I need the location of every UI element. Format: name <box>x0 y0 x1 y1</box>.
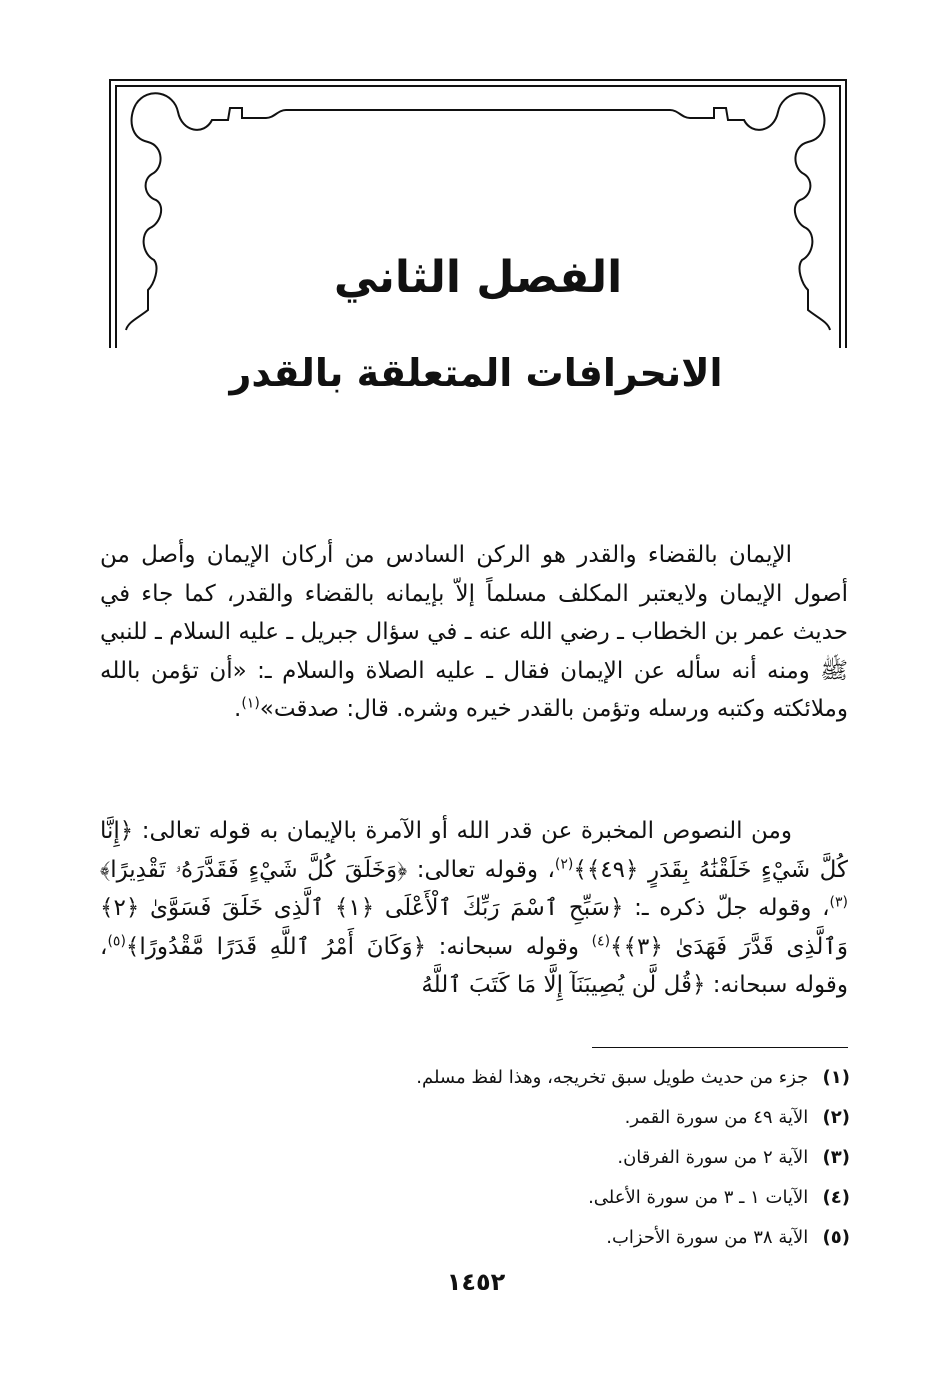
footnote-text: جزء من حديث طويل سبق تخريجه، وهذا لفظ مسلم. <box>416 1067 809 1088</box>
decorative-frame <box>108 78 848 350</box>
footnote-text: الآية ٣٨ من سورة الأحزاب. <box>606 1227 809 1248</box>
footnote-ref: (١) <box>241 695 260 712</box>
footnote-1 <box>100 1060 850 1100</box>
paragraph-text: ، وقوله سبحانه: ﴿قُل لَّن يُصِيبَنَآ إِلَّا مَا كَتَبَ ٱللَّهُ <box>100 933 848 999</box>
footnote-number: (٥) <box>822 1227 850 1248</box>
paragraph-text: الإيمان بالقضاء والقدر هو الركن السادس من أركان الإيمان وأصل من أصول الإيمان ولايعتبر المكلف مسلماً إلاّ بإيمانه بالقضاء والقدر، كما جاء في حديث عمر بن الخطاب ـ رضي الله عنه ـ في سؤال جبريل ـ عليه السلام ـ للنبي ﷺ ومنه أنه سأله عن الإيمان فقال ـ عليه الصلاة والسلام ـ: «أن تؤمن بالله وملائكته وكتبه ورسله وتؤمن بالقدر خيره وشره. قال: صدقت» <box>100 542 848 723</box>
ornament-border-icon <box>108 78 848 350</box>
footnote-ref: (٣) <box>829 894 849 911</box>
page-number: ١٤٥٢ <box>446 1268 506 1296</box>
paragraph-text: ، وقوله جلّ ذكره ـ: ﴿سَبِّحِ ٱسْمَ رَبِّكَ ٱلْأَعْلَى ﴿١﴾ ٱلَّذِى خَلَقَ فَسَوَّىٰ ﴿٢﴾ وَٱلَّذِى قَدَّرَ فَهَدَىٰ ﴿٣﴾﴾ <box>100 895 849 960</box>
footnote-4 <box>100 1180 850 1220</box>
paragraph-text: وقوله سبحانه: ﴿وَكَانَ أَمْرُ ٱللَّهِ قَدَرًا مَّقْدُورًا﴾ <box>125 933 592 960</box>
footnote-text: الآية ٤٩ من سورة القمر. <box>624 1107 809 1128</box>
body-paragraph-1 <box>100 536 848 729</box>
body-paragraph-2 <box>100 812 848 1005</box>
footnote-number: (٣) <box>822 1147 850 1168</box>
footnote-text: الآيات ١ ـ ٣ من سورة الأعلى. <box>588 1187 809 1208</box>
footnote-2 <box>100 1100 850 1140</box>
section-title: الانحرافات المتعلقة بالقدر <box>229 351 723 395</box>
footnote-5 <box>100 1220 850 1260</box>
footnote-ref: (٥) <box>107 933 126 950</box>
paragraph-text: . <box>234 696 242 723</box>
footnote-number: (١) <box>822 1067 850 1088</box>
paragraph-text: ومن النصوص المخبرة عن قدر الله أو الآمرة بالإيمان به قوله تعالى: ﴿إِنَّا كُلَّ شَيْءٍ خَلَقْنَٰهُ بِقَدَرٍ ﴿٤٩﴾﴾ <box>100 818 848 883</box>
footnote-3 <box>100 1140 850 1180</box>
footnote-number: (٢) <box>822 1107 850 1128</box>
paragraph-text: ، وقوله تعالى: ﴿وَخَلَقَ كُلَّ شَيْءٍ فَقَدَّرَهُۥ تَقْدِيرًا﴾ <box>100 856 555 883</box>
footnote-ref: (٤) <box>591 933 611 950</box>
footnote-ref: (٢) <box>554 855 574 872</box>
footnote-text: الآية ٢ من سورة الفرقان. <box>617 1147 809 1168</box>
chapter-title: الفصل الثاني <box>333 252 623 303</box>
footnotes <box>100 1060 850 1260</box>
footnote-number: (٤) <box>822 1187 850 1208</box>
footnote-separator <box>592 1047 848 1048</box>
